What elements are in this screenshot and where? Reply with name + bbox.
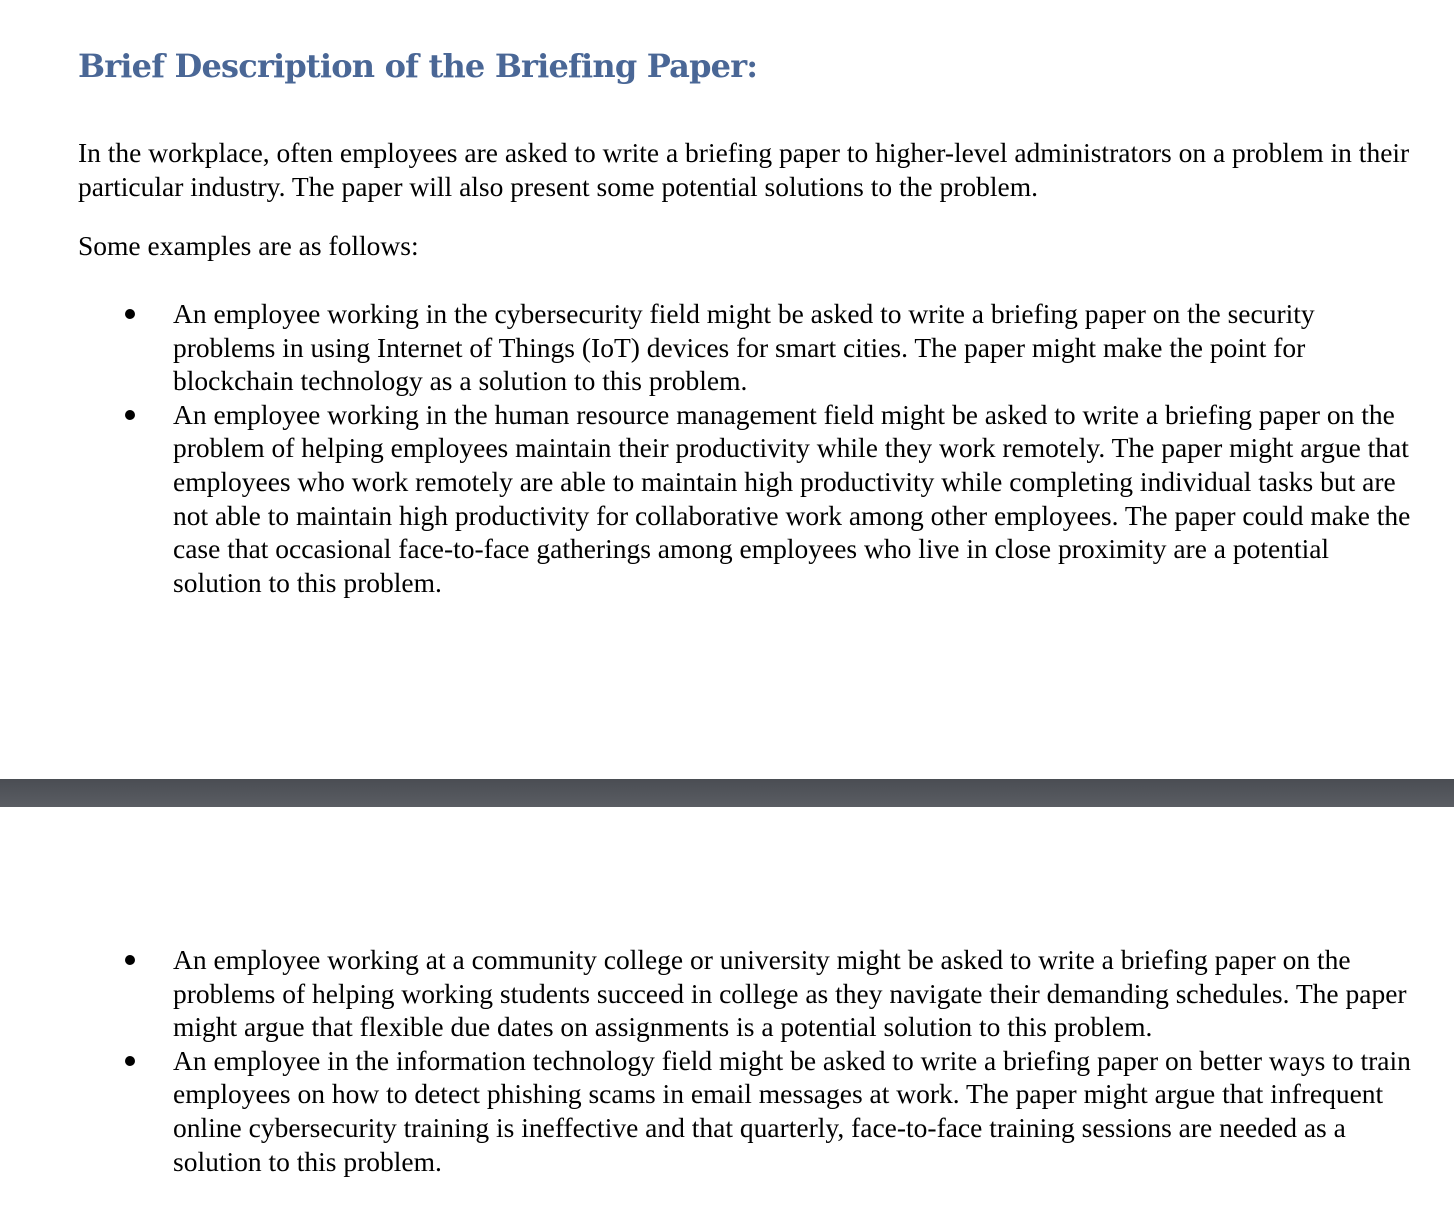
intro-paragraph: In the workplace, often employees are asked to write a briefing paper to higher-level administrators on a problem in their particular industry. The paper will also present some potential solutions to the problem. [78, 137, 1410, 202]
list-item-text: An employee working at a community college or university might be asked to write a briefing paper on the problems of helping working students succeed in college as they navigate their demanding schedules. The paper might argue that flexible due dates on assignments is a potential solution to this problem. [173, 944, 1407, 1043]
list-item-information-technology [0, 1044, 1423, 1178]
list-item-text: An employee working in the cybersecurity field might be asked to write a briefing paper on the security problems in using Internet of Things (IoT) devices for smart cities. The paper might make the point for blockchain technology as a solution to this problem. [173, 298, 1315, 397]
examples-lead-paragraph: Some examples are as follows: [78, 230, 419, 261]
list-item-text: An employee in the information technology field might be asked to write a briefing paper on better ways to train employees on how to detect phishing scams in email messages at work. The paper might argue that infrequent online cybersecurity training is ineffective and that quarterly, face-to-face training sessions are needed as a solution to this problem. [173, 1044, 1411, 1177]
bullet-dot-icon [125, 955, 135, 965]
bullet-dot-icon [125, 410, 135, 420]
document-heading: Brief Description of the Briefing Paper: [78, 47, 758, 85]
page-separator [0, 779, 1454, 807]
bullet-dot-icon [125, 309, 135, 319]
examples-list-page-1 [0, 297, 1454, 599]
list-item-human-resources [0, 398, 1423, 600]
list-item-text: An employee working in the human resource management field might be asked to write a briefing paper on the problem of helping employees maintain their productivity while they work remotely. The paper might argue that employees who work remotely are able to maintain high productivity while completing individual tasks but are not able to maintain high productivity for collaborative work among other employees. The paper could make the case that occasional face-to-face gatherings among employees who live in close proximity are a potential solution to this problem. [173, 398, 1411, 598]
list-item-cybersecurity [0, 297, 1423, 398]
examples-list-page-2 [0, 943, 1454, 1178]
bullet-dot-icon [125, 1056, 135, 1066]
document-page-2 [0, 807, 1454, 1223]
list-item-community-college [0, 943, 1423, 1044]
